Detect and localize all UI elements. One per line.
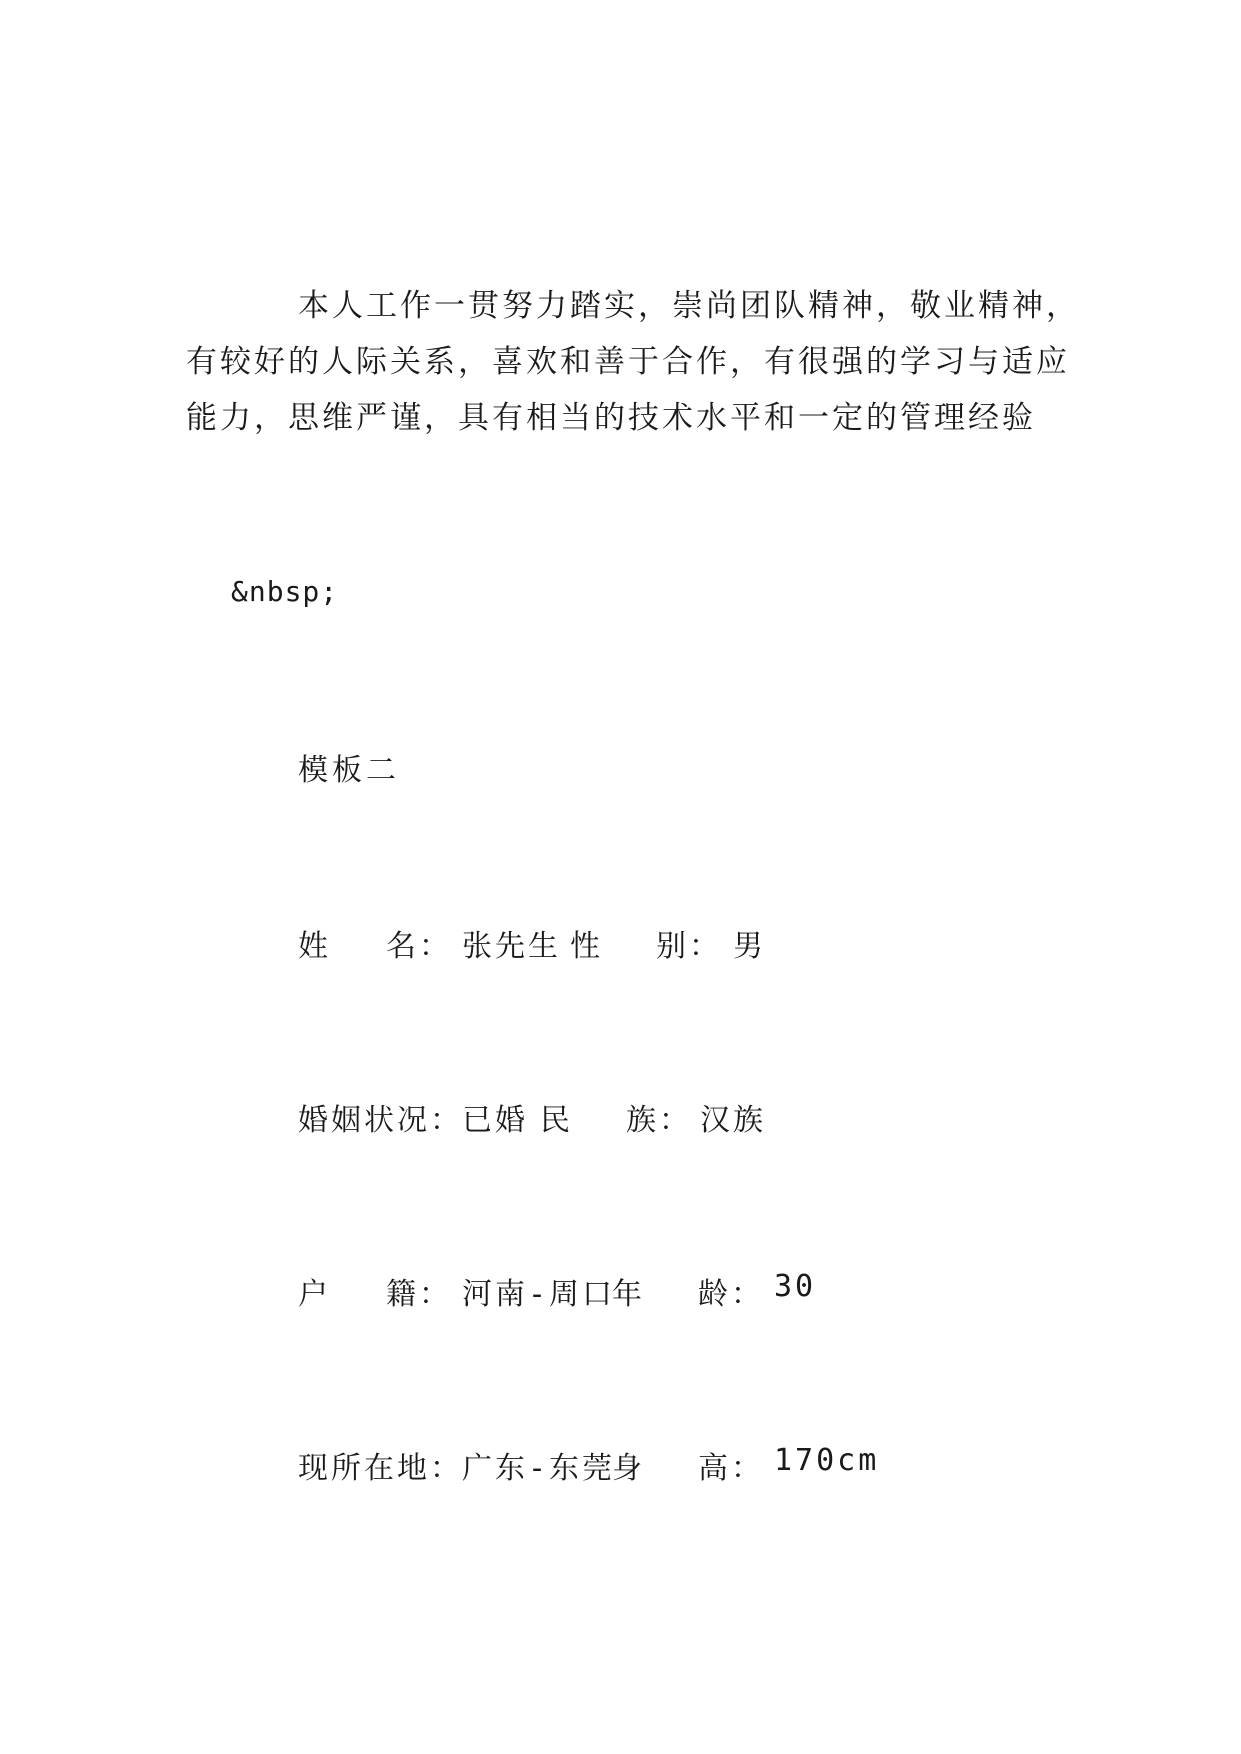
name-label-part2: 名： xyxy=(386,929,452,964)
age-label-part1: 年 xyxy=(612,1277,645,1312)
current-location-label: 现所在地： xyxy=(298,1451,463,1486)
paragraph-line: 能力，思维严谨，具有相当的技术水平和一定的管理经验 xyxy=(186,400,1036,436)
gender-label-part1: 性 xyxy=(570,929,603,964)
current-location-value: 广东-东莞 xyxy=(462,1451,616,1486)
marital-status-value: 已婚 xyxy=(462,1103,528,1138)
height-label-part1: 身 xyxy=(612,1451,645,1486)
name-label-part1: 姓 xyxy=(298,929,331,964)
name-value: 张先生 xyxy=(462,929,561,964)
hukou-value: 河南-周口 xyxy=(462,1277,616,1312)
age-label-part2: 龄： xyxy=(698,1277,764,1312)
self-evaluation-paragraph xyxy=(186,278,1086,446)
marital-status-label: 婚姻状况： xyxy=(298,1103,463,1138)
gender-label-part2: 别： xyxy=(656,929,722,964)
hukou-label-part1: 户 xyxy=(298,1277,331,1312)
gender-value: 男 xyxy=(733,929,766,964)
height-label-part2: 高： xyxy=(698,1451,764,1486)
ethnicity-value: 汉族 xyxy=(700,1103,766,1138)
hukou-label-part2: 籍： xyxy=(386,1277,452,1312)
ethnicity-label-part2: 族： xyxy=(626,1103,692,1138)
stray-html-entity-text: &nbsp; xyxy=(231,575,339,608)
height-value: 170cm xyxy=(774,1443,880,1478)
section-title: 模板二 xyxy=(298,753,400,788)
ethnicity-label-part1: 民 xyxy=(540,1103,573,1138)
paragraph-line: 有较好的人际关系，喜欢和善于合作，有很强的学习与适应 xyxy=(186,344,1070,380)
paragraph-line: 本人工作一贯努力踏实，崇尚团队精神，敬业精神， xyxy=(298,288,1080,324)
age-value: 30 xyxy=(774,1269,817,1304)
